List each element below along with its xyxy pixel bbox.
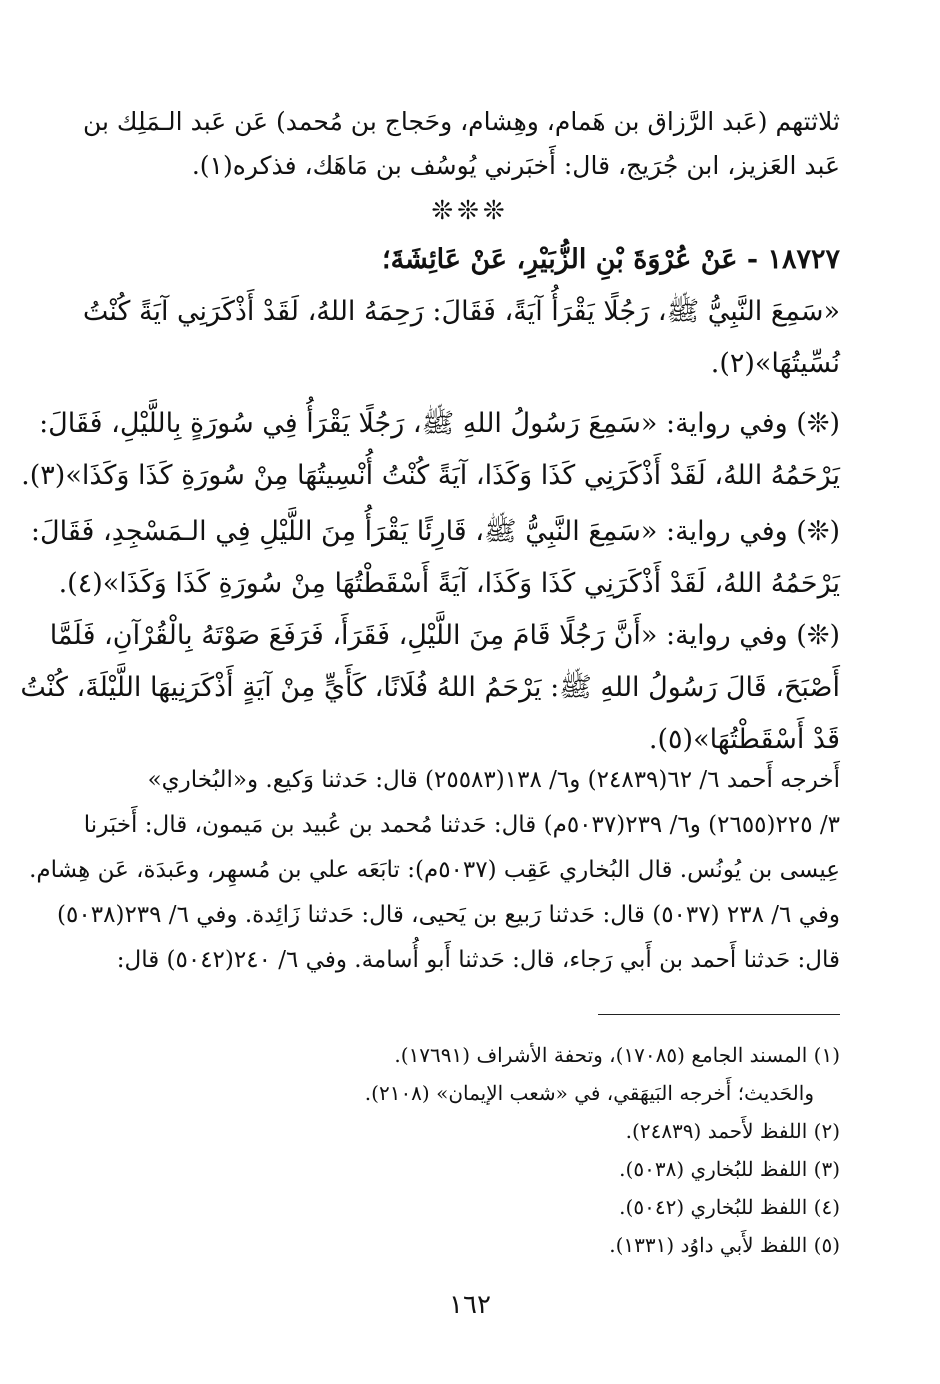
footnote-1-continuation: والحَديث؛ أَخرجه البَيهَقي، في «شعب الإيمان» (٢١٠٨). bbox=[364, 1081, 814, 1105]
takhrij-line-3: عِيسى بن يُونُس. قال البُخاري عَقِب (٥٠٣٧م): تابَعَه علي بن مُسهِر، وعَبدَة، عَن هِشام. bbox=[29, 857, 840, 883]
riwaya-2-line-2: يَرْحَمُهُ اللهُ، لَقَدْ أَذْكَرَنِي كَذَا وَكَذَا، آيَةً أَسْقَطْتُهَا مِنْ سُورَةِ كَذَا وَكَذَا»(٤). bbox=[58, 568, 840, 599]
riwaya-3-line-2: أَصْبَحَ، قَالَ رَسُولُ اللهِ ﷺ: يَرْحَمُ اللهُ فُلَانًا، كَأَيٍّ مِنْ آيَةٍ أَذْكَرَنِيهَا اللَّيْلَةَ، كُنْتُ bbox=[20, 672, 840, 703]
hadith-block bbox=[82, 234, 840, 390]
page-number: ١٦٢ bbox=[449, 1290, 491, 1320]
takhrij-paragraph bbox=[29, 758, 840, 983]
footnotes bbox=[98, 1036, 840, 1264]
hadith-heading: ١٨٧٢٧ - عَنْ عُرْوَةَ بْنِ الزُّبَيْرِ، عَنْ عَائِشَةَ؛ bbox=[381, 244, 840, 275]
riwaya-3-line-3: قَدْ أَسْقَطْتُهَا»(٥). bbox=[648, 724, 840, 755]
section-separator: ❊❊❊ bbox=[431, 196, 509, 226]
intro-line-1: ثلاثتهم (عَبد الرَّزاق بن هَمام، وهِشام، وحَجاج بن مُحمد) عَن عَبد الـمَلِك بن bbox=[83, 107, 840, 136]
riwaya-1-line-1: (❊) وفي رواية: «سَمِعَ رَسُولُ اللهِ ﷺ، رَجُلًا يَقْرَأُ فِي سُورَةٍ بِاللَّيْلِ، فَقَالَ: bbox=[39, 408, 840, 439]
riwaya-3-line-1: (❊) وفي رواية: «أَنَّ رَجُلًا قَامَ مِنَ اللَّيْلِ، فَقَرَأَ، فَرَفَعَ صَوْتَهُ بِالْقُرْآنِ، فَلَمَّا bbox=[49, 620, 840, 651]
footnote-5: (٥) اللفظ لأَبي داوُد (١٣٣١). bbox=[609, 1233, 840, 1257]
riwaya-1 bbox=[21, 398, 840, 502]
riwaya-1-line-2: يَرْحَمُهُ اللهُ، لَقَدْ أَذْكَرَنِي كَذَا وَكَذَا، آيَةً كُنْتُ أُنْسِيتُهَا مِنْ سُورَةِ كَذَا وَكَذَا»(٣). bbox=[21, 460, 840, 491]
footnote-4: (٤) اللفظ للبُخاري (٥٠٤٢). bbox=[619, 1195, 840, 1219]
takhrij-line-4: وفي ٦/ ٢٣٨ (٥٠٣٧) قال: حَدثنا رَبيع بن يَحيى، قال: حَدثنا زَائِدة. وفي ٦/ ٢٣٩(٥٠٣٨) bbox=[57, 902, 840, 928]
intro-line-2: عَبد العَزيز، ابن جُرَيج، قال: أَخبَرني يُوسُف بن مَاهَك، فذكره(١). bbox=[191, 151, 840, 180]
riwaya-3 bbox=[20, 610, 840, 766]
footnote-3: (٣) اللفظ للبُخاري (٥٠٣٨). bbox=[619, 1157, 840, 1181]
hadith-text-line-1: «سَمِعَ النَّبِيُّ ﷺ، رَجُلًا يَقْرَأُ آيَةً، فَقَالَ: رَحِمَهُ اللهُ، لَقَدْ أَذْكَرَنِي آيَةً كُنْتُ bbox=[82, 296, 840, 327]
hadith-text-line-2: نُسِّيتُهَا»(٢). bbox=[710, 348, 840, 379]
footnote-1: (١) المسند الجامع (١٧٠٨٥)، وتحفة الأشراف (١٧٦٩١). bbox=[394, 1043, 840, 1067]
footnote-divider bbox=[598, 1014, 840, 1015]
takhrij-line-5: قال: حَدثنا أَحمد بن أَبي رَجاء، قال: حَدثنا أَبو أُسامة. وفي ٦/ ٢٤٠(٥٠٤٢) قال: bbox=[116, 947, 840, 973]
riwaya-2-line-1: (❊) وفي رواية: «سَمِعَ النَّبِيُّ ﷺ، قَارِئًا يَقْرَأُ مِنَ اللَّيْلِ فِي الـمَسْجِدِ، فَقَالَ: bbox=[30, 516, 840, 547]
intro-paragraph bbox=[83, 100, 840, 188]
riwaya-2 bbox=[30, 506, 840, 610]
takhrij-line-1: أَخرجه أَحمد ٦/ ٦٢(٢٤٨٣٩) و٦/ ١٣٨(٢٥٥٨٣) قال: حَدثنا وَكيع. و«البُخاري» bbox=[147, 767, 840, 793]
footnote-2: (٢) اللفظ لأَحمد (٢٤٨٣٩). bbox=[625, 1119, 840, 1143]
takhrij-line-2: ٣/ ٢٢٥(٢٦٥٥) و٦/ ٢٣٩(٥٠٣٧م) قال: حَدثنا مُحمد بن عُبيد بن مَيمون، قال: أَخبَرنا bbox=[83, 812, 840, 838]
